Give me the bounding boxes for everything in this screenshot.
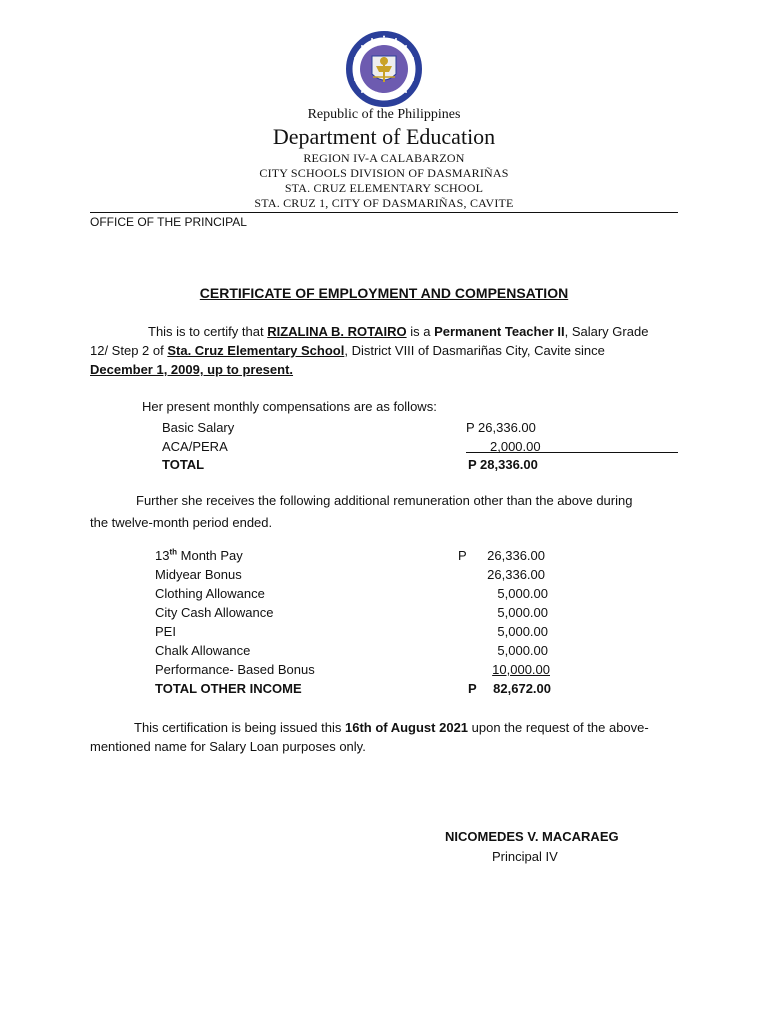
school-label: STA. CRUZ ELEMENTARY SCHOOL (284, 181, 484, 195)
address-label: STA. CRUZ 1, CITY OF DASMARIÑAS, CAVITE (254, 196, 514, 210)
issued-date: 16th of August 2021 (344, 720, 469, 735)
income-amount-chalk: 5,000.00 (497, 643, 548, 658)
income-amount-performance: 10,000.00 (492, 662, 550, 677)
income-label-city-cash: City Cash Allowance (155, 605, 274, 620)
income-amount-pei: 5,000.00 (497, 624, 548, 639)
further-line-2: the twelve-month period ended. (90, 515, 273, 530)
certify-line-1: This is to certify that RIZALINA B. ROTAIRO is a Permanent Teacher II, Salary Grade (148, 324, 649, 339)
other-income-total-label: TOTAL OTHER INCOME (155, 681, 302, 696)
subtotal-rule-1 (466, 452, 544, 453)
signatory-position: Principal IV (492, 849, 558, 864)
header-divider (90, 212, 678, 213)
total-amount: P 28,336.00 (468, 457, 538, 472)
signatory-name: NICOMEDES V. MACARAEG (445, 829, 619, 844)
republic-label: Republic of the Philippines (307, 107, 461, 122)
further-line-1: Further she receives the following additional remuneration other than the above during (136, 493, 633, 508)
income-amount-13th-month: 26,336.00 (487, 548, 545, 563)
school-name: Sta. Cruz Elementary School (167, 343, 345, 358)
other-income-total-amount: 82,672.00 (493, 681, 551, 696)
region-label: REGION IV-A CALABARZON (303, 151, 465, 165)
income-label-13th-month: 13th Month Pay (155, 547, 243, 563)
aca-pera-amount: 2,000.00 (490, 439, 541, 454)
income-amount-midyear: 26,336.00 (487, 567, 545, 582)
income-amount-city-cash: 5,000.00 (497, 605, 548, 620)
office-label: OFFICE OF THE PRINCIPAL (90, 215, 247, 229)
income-label-midyear: Midyear Bonus (155, 567, 242, 582)
deped-seal-icon (345, 30, 423, 108)
certificate-title: CERTIFICATE OF EMPLOYMENT AND COMPENSATION (199, 285, 569, 301)
total-label: TOTAL (162, 457, 205, 472)
employee-position: Permanent Teacher II (434, 324, 565, 339)
subtotal-rule-2 (544, 452, 678, 453)
division-label: CITY SCHOOLS DIVISION OF DASMARIÑAS (259, 166, 509, 180)
compensation-intro: Her present monthly compensations are as follows: (142, 399, 437, 414)
employee-name: RIZALINA B. ROTAIRO (267, 324, 407, 339)
basic-salary-label: Basic Salary (162, 420, 235, 435)
issued-line-1: This certification is being issued this 16th of August 2021 upon the request of the above- (134, 720, 649, 735)
income-label-chalk: Chalk Allowance (155, 643, 251, 658)
income-label-pei: PEI (155, 624, 176, 639)
issued-line-2: mentioned name for Salary Loan purposes only. (90, 739, 366, 754)
employment-since: December 1, 2009, up to present. (90, 362, 294, 377)
income-amount-clothing: 5,000.00 (497, 586, 548, 601)
income-label-performance: Performance- Based Bonus (155, 662, 315, 677)
certify-line-2: 12/ Step 2 of Sta. Cruz Elementary School, District VIII of Dasmariñas City, Cavite since (90, 343, 605, 358)
peso-sign: P (458, 548, 467, 563)
basic-salary-amount: P 26,336.00 (466, 420, 536, 435)
income-label-clothing: Clothing Allowance (155, 586, 265, 601)
aca-pera-label: ACA/PERA (162, 439, 228, 454)
department-title: Department of Education (272, 124, 496, 149)
other-income-total-peso: P (468, 681, 477, 696)
